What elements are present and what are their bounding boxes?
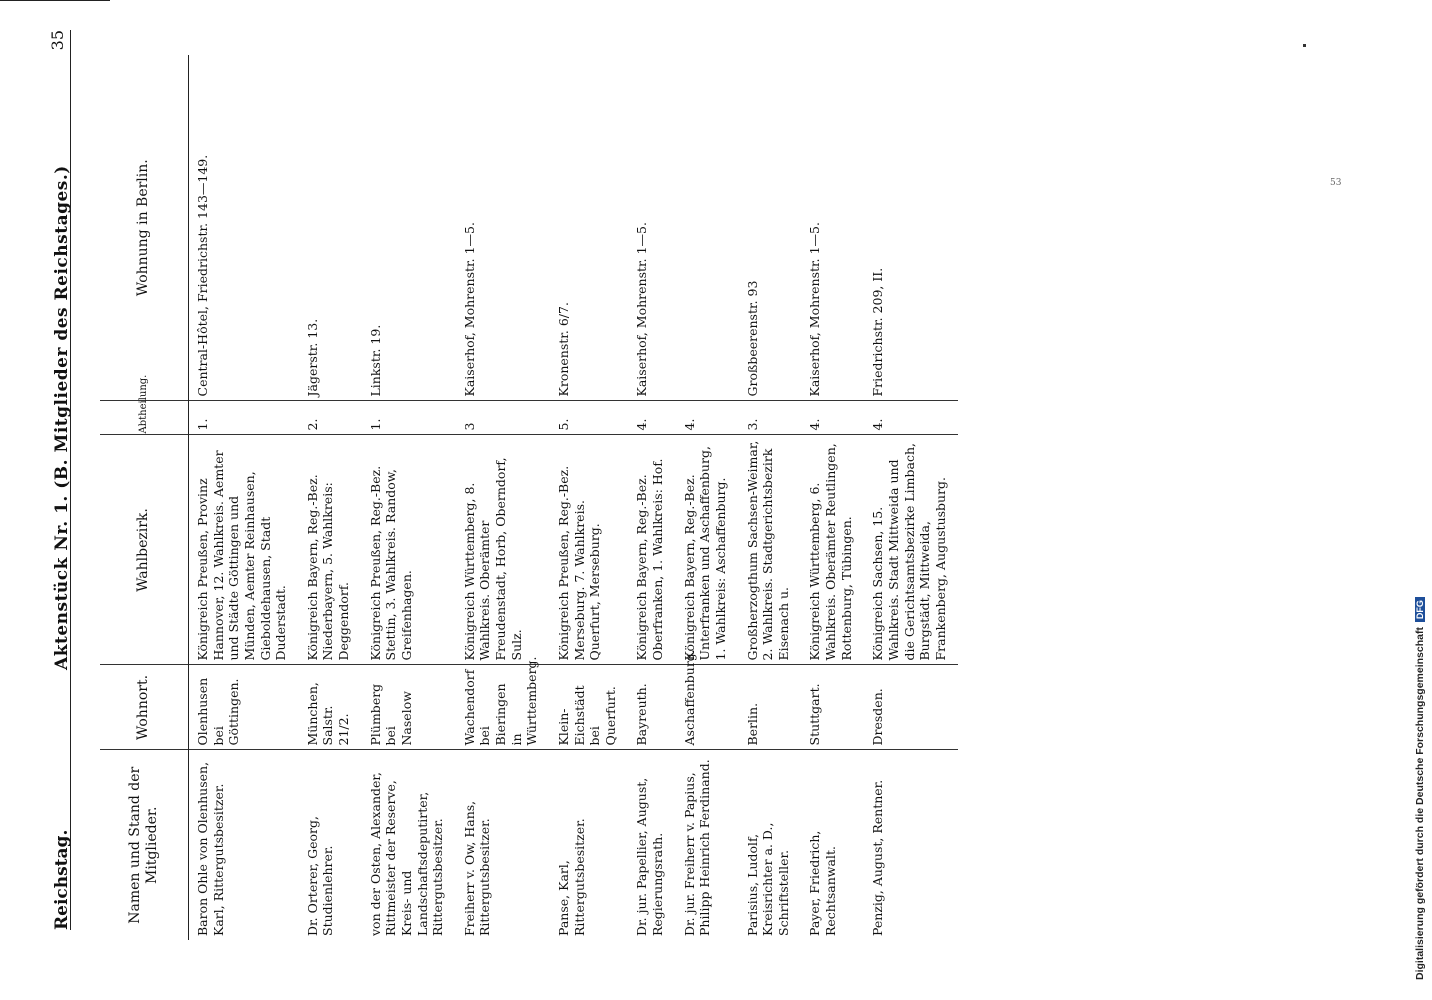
table-row	[550, 55, 629, 940]
cell-division: 1.	[189, 401, 299, 435]
table-row	[299, 55, 362, 940]
table-header-row	[100, 55, 189, 940]
cell-residence: Aschaffenburg.	[676, 665, 739, 750]
cell-name: Dr. Orterer, Georg, Studienlehrer.	[304, 816, 336, 936]
cell-residence: München, Salstr. 21/2.	[299, 665, 362, 750]
cell-division: 3.	[739, 401, 802, 435]
col-header-name: Namen und Stand der Mitglieder.	[100, 750, 189, 940]
cell-name: von der Osten, Alexander, Rittmeister der Reserve, Kreis- und Landschaftsdeputirter, Rittergutsbesitzer.	[367, 772, 446, 936]
table-row	[676, 55, 739, 940]
cell-berlin: Kaiserhof, Mohrenstr. 1—5.	[456, 55, 550, 401]
credit-text: Digitalisierung gefördert durch die Deutsche Forschungsgemeinschaft	[1414, 627, 1426, 980]
dfg-logo: DFG	[1415, 597, 1425, 622]
cell-berlin: Jägerstr. 13.	[299, 55, 362, 401]
cell-name: Dr. jur. Freiherr v. Papius, Philipp Heinrich Ferdinand.	[681, 759, 713, 936]
page-header	[48, 30, 88, 930]
cell-residence: Berlin.	[739, 665, 802, 750]
cell-name: Dr. jur. Papellier, August, Regierungsrath.	[634, 777, 665, 936]
cell-district: Königreich Preußen, Provinz Hannover, 12. Wahlkreis. Aemter und Städte Göttingen und Münden, Aemter Reinhausen, Gieboldehausen, Stadt Duderstadt.	[189, 435, 299, 665]
cell-name: Baron Ohle von Olenhusen, Karl, Rittergutsbesitzer.	[195, 761, 226, 936]
cell-division: 4.	[628, 401, 675, 435]
table-row	[362, 55, 456, 940]
cell-district: Königreich Bayern, Reg.-Bez. Niederbayern, 5. Wahlkreis: Deggendorf.	[299, 435, 362, 665]
cell-residence: Wachendorf bei Bieringen in Württemberg.	[456, 665, 550, 750]
cell-name: Freiherr v. Ow, Hans, Rittergutsbesitzer.	[461, 800, 493, 936]
cell-district: Königreich Bayern, Reg.-Bez. Unterfranken und Aschaffenburg, 1. Wahlkreis: Aschaffenburg.	[676, 435, 739, 665]
table-row	[628, 55, 675, 940]
cell-division: 4.	[801, 401, 864, 435]
cell-residence: Stuttgart.	[801, 665, 864, 750]
cell-berlin: Kaiserhof, Mohrenstr. 1—5.	[628, 55, 675, 401]
col-header-district: Wahlbezirk.	[100, 435, 189, 665]
page-number: 35	[48, 30, 67, 51]
col-header-division: Abtheilung.	[100, 401, 189, 435]
cell-name: Parisius, Ludolf, Kreisrichter a. D., Schriftsteller.	[744, 822, 791, 936]
table-row	[864, 55, 958, 940]
cell-district: Königreich Württemberg, 8. Wahlkreis. Oberämter Freudenstadt, Horb, Oberndorf, Sulz.	[456, 435, 550, 665]
col-header-berlin: Wohnung in Berlin.	[100, 55, 189, 401]
cell-district: Königreich Württemberg, 6. Wahlkreis. Oberämter Reutlingen, Rottenburg, Tübingen.	[801, 435, 864, 665]
cell-division: 4.	[864, 401, 958, 435]
members-table	[100, 55, 958, 940]
table-row	[801, 55, 864, 940]
cell-district: Königreich Bayern, Reg.-Bez. Oberfranken, 1. Wahlkreis: Hof.	[628, 435, 675, 665]
cell-division: 4.	[676, 401, 739, 435]
cell-district: Königreich Preußen, Reg.-Bez. Stettin, 3. Wahlkreis. Randow, Greifenhagen.	[362, 435, 456, 665]
margin-mark: 53	[1330, 178, 1342, 188]
cell-berlin: Friedrichstr. 209, II.	[864, 55, 958, 401]
table-row	[189, 55, 299, 940]
cell-residence: Bayreuth.	[628, 665, 675, 750]
cell-residence: Plümberg bei Naselow	[362, 665, 456, 750]
cell-name: Penzig, August, Rentner.	[870, 779, 886, 936]
cell-division: 5.	[550, 401, 629, 435]
cell-berlin: Linkstr. 19.	[362, 55, 456, 401]
table-row	[739, 55, 802, 940]
cell-division: 1.	[362, 401, 456, 435]
cell-berlin: Großbeerenstr. 93	[739, 55, 802, 401]
cell-district: Königreich Sachsen, 15. Wahlkreis. Stadt Mittweida und die Gerichtsamtsbezirke Limbach, Burgstädt, Mittweida, Frankenberg, Augustusburg.	[864, 435, 958, 665]
cell-name: Payer, Friedrich, Rechtsanwalt.	[807, 830, 838, 936]
header-rule	[70, 30, 71, 930]
header-left: Reichstag.	[52, 829, 72, 930]
cell-residence: Klein-Eichstädt bei Querfurt.	[550, 665, 629, 750]
cell-name: Panse, Karl, Rittergutsbesitzer.	[555, 818, 587, 936]
table-body	[189, 55, 959, 940]
cell-division: 2.	[299, 401, 362, 435]
cell-berlin: Central-Hôtel, Friedrichstr. 143—149.	[189, 55, 299, 401]
cell-residence: Dresden.	[864, 665, 958, 750]
cell-berlin: Kaiserhof, Mohrenstr. 1—5.	[801, 55, 864, 401]
cell-residence: Olenhusen bei Göttingen.	[189, 665, 299, 750]
header-title: Aktenstück Nr. 1. (B. Mitglieder des Reichstages.)	[52, 165, 72, 670]
cell-berlin: Kronenstr. 6/7.	[550, 55, 629, 401]
cell-division: 3	[456, 401, 550, 435]
cell-berlin	[676, 55, 739, 401]
funding-credit	[1414, 597, 1426, 980]
table-row	[456, 55, 550, 940]
cell-district: Königreich Preußen, Reg.-Bez. Merseburg. 7. Wahlkreis. Querfurt, Merseburg.	[550, 435, 629, 665]
col-header-residence: Wohnort.	[100, 665, 189, 750]
cell-district: Großherzogthum Sachsen-Weimar, 2. Wahlkreis. Stadtgerichtsbezirk Eisenach u.	[739, 435, 802, 665]
